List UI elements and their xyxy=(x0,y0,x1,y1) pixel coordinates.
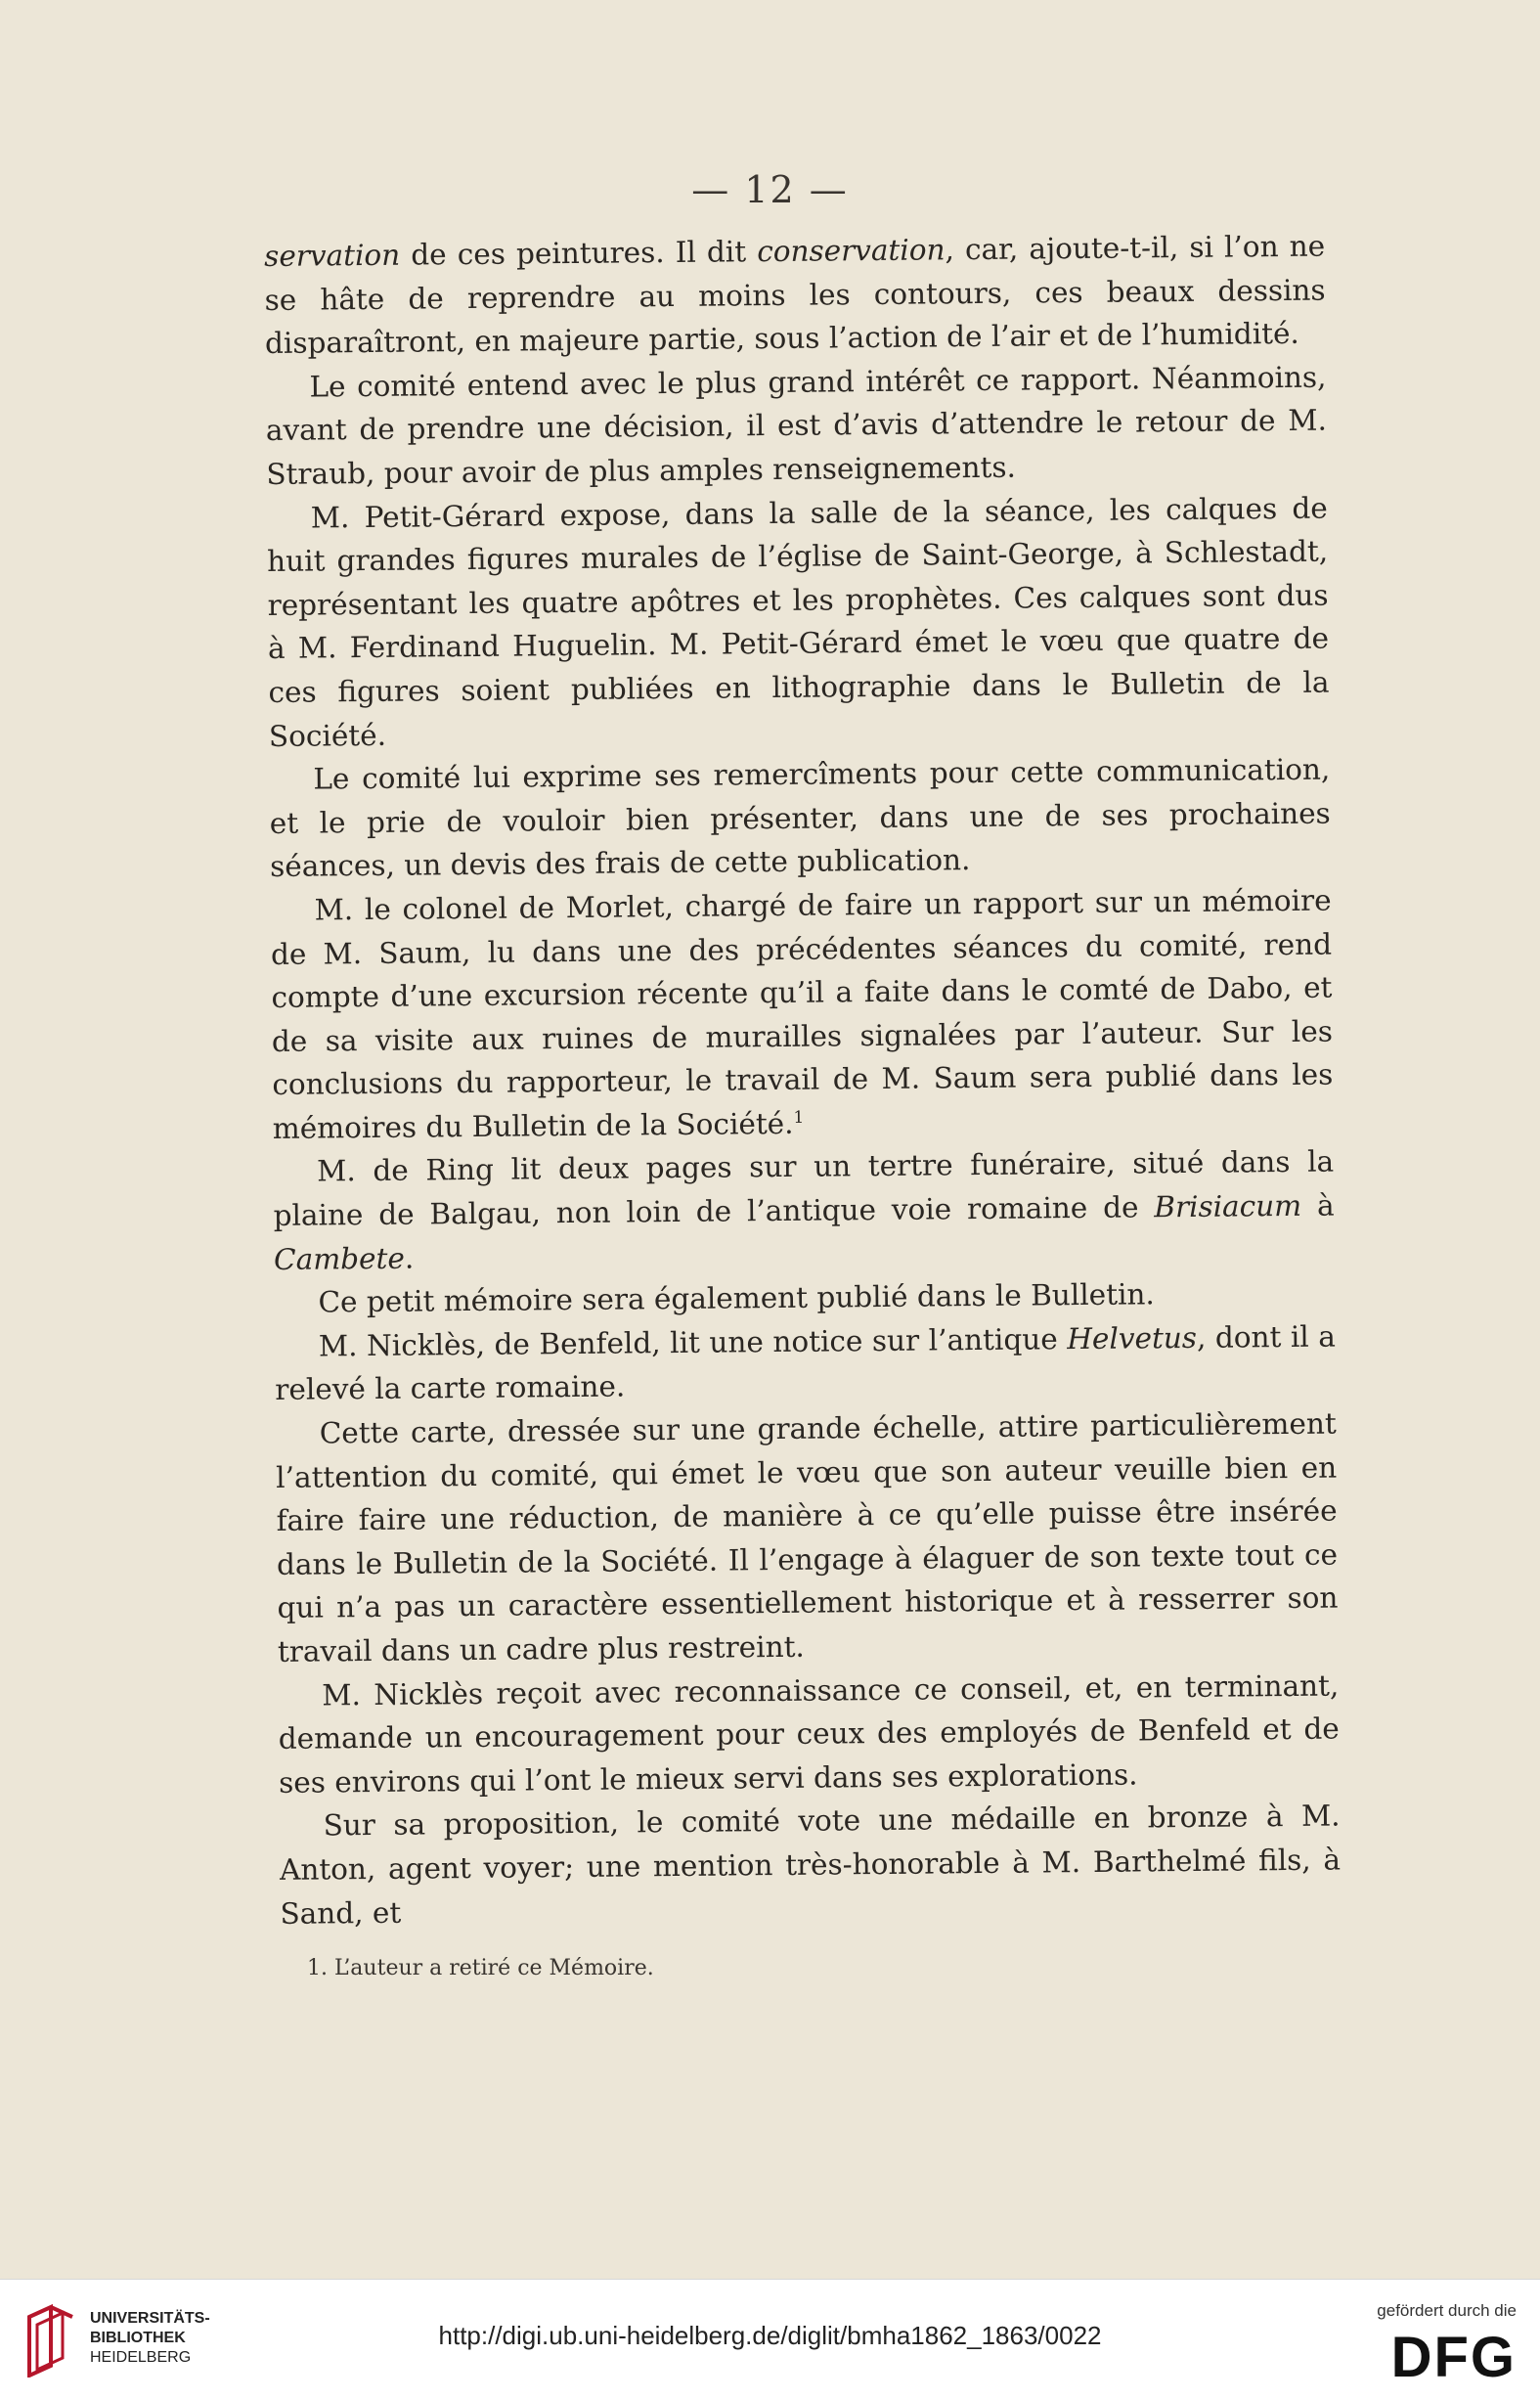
paragraph-11: Sur sa proposition, le comité vote une médaille en bronze à M. Anton, agent voyer; une mention très-honorable à M. Barthelmé fils, à Sand, et xyxy=(279,1799,1342,1931)
text-run: M. Nicklès, de Benfeld, lit une notice sur l’antique xyxy=(318,1322,1068,1363)
paragraph-9: Cette carte, dressée sur une grande échelle, attire particulièrement l’attention du comité, qui émet le vœu que son auteur veuille bien en faire faire une réduction, de manière à ce qu’elle puisse être insérée dans le Bulletin de la Société. Il l’engage à élaguer de son texte tout ce qui n’a pas un caractère essentiellement historique et à resserrer son travail dans un cadre plus restreint. xyxy=(276,1406,1339,1668)
library-name-line1: UNIVERSITÄTS- xyxy=(90,2310,210,2327)
paragraph-7: Ce petit mémoire sera également publié dans le Bulletin. xyxy=(318,1277,1155,1319)
text-run: à xyxy=(1300,1188,1335,1222)
paragraph-5 xyxy=(270,878,1334,1150)
body-text xyxy=(264,225,1342,1935)
italic-word: Helvetus xyxy=(1067,1320,1198,1356)
italic-word: conservation xyxy=(757,233,946,269)
text-run: de ces peintures. Il dit xyxy=(400,235,758,272)
text-run: , car, ajoute-t-il, si l’on ne se hâte de reprendre au moins les contours, ces beaux dessins disparaîtront, en majeure partie, sous l’action de l’air et de l’humidité. xyxy=(264,229,1326,361)
paragraph-3: M. Petit-Gérard expose, dans la salle de la séance, les calques de huit grandes figures murales de l’église de Saint-George, à Schlestadt, représentant les quatre apôtres et les prophètes. Ces calques sont dus à M. Ferdinand Huguelin. M. Petit-Gérard émet le vœu que quatre de ces figures soient publiées en lithographie dans le Bulletin de la Société. xyxy=(267,491,1330,753)
italic-word: Brisiacum xyxy=(1154,1188,1302,1224)
footnote-reference: 1 xyxy=(793,1107,805,1128)
paragraph-8 xyxy=(275,1314,1337,1412)
italic-word: servation xyxy=(264,238,401,273)
paragraph-4: Le comité lui exprime ses remercîments pour cette communication, et le prie de vouloir bien présenter, dans une de ses prochaines séances, un devis des frais de cette publication. xyxy=(269,752,1331,884)
dfg-logo: DFG xyxy=(1390,2326,1517,2389)
paragraph-6 xyxy=(273,1140,1335,1281)
text-run: , dont il a relevé la carte romaine. xyxy=(275,1319,1337,1407)
permalink-url[interactable]: http://digi.ub.uni-heidelberg.de/diglit/bmha1862_1863/0022 xyxy=(438,2321,1102,2350)
text-run: . xyxy=(404,1241,415,1275)
text-run: M. le colonel de Morlet, chargé de faire un rapport sur un mémoire de M. Saum, lu dans une des précédentes séances du comité, rend compte d’une excursion récente qu’il a faite dans le comté de Dabo, et de sa visite aux ruines de murailles signalées par l’auteur. Sur les conclusions du rapporteur, le travail de M. Saum sera publié dans les mémoires du Bulletin de la Société. xyxy=(270,883,1334,1145)
library-name-line3: HEIDELBERG xyxy=(90,2349,192,2366)
funding-caption: gefördert durch die xyxy=(1377,2301,1517,2320)
viewer-footer xyxy=(0,2279,1540,2400)
paragraph-2: Le comité entend avec le plus grand intérêt ce rapport. Néanmoins, avant de prendre une décision, il est d’avis d’attendre le retour de M. Straub, pour avoir de plus amples renseignements. xyxy=(265,360,1328,491)
text-run: M. de Ring lit deux pages sur un tertre funéraire, situé dans la plaine de Balgau, non loin de l’antique voie romaine de xyxy=(273,1145,1335,1233)
italic-word: Cambete xyxy=(273,1241,406,1276)
paragraph-1 xyxy=(264,225,1326,366)
page-number: — 12 — xyxy=(691,168,849,211)
library-name-line2: BIBLIOTHEK xyxy=(90,2330,186,2346)
paragraph-10: M. Nicklès reçoit avec reconnaissance ce conseil, et, en terminant, demande un encouragement pour ceux des employés de Benfeld et de ses environs qui l’ont le mieux servi dans ses explorations. xyxy=(278,1668,1340,1800)
footnote: 1. L’auteur a retiré ce Mémoire. xyxy=(307,1956,654,1980)
